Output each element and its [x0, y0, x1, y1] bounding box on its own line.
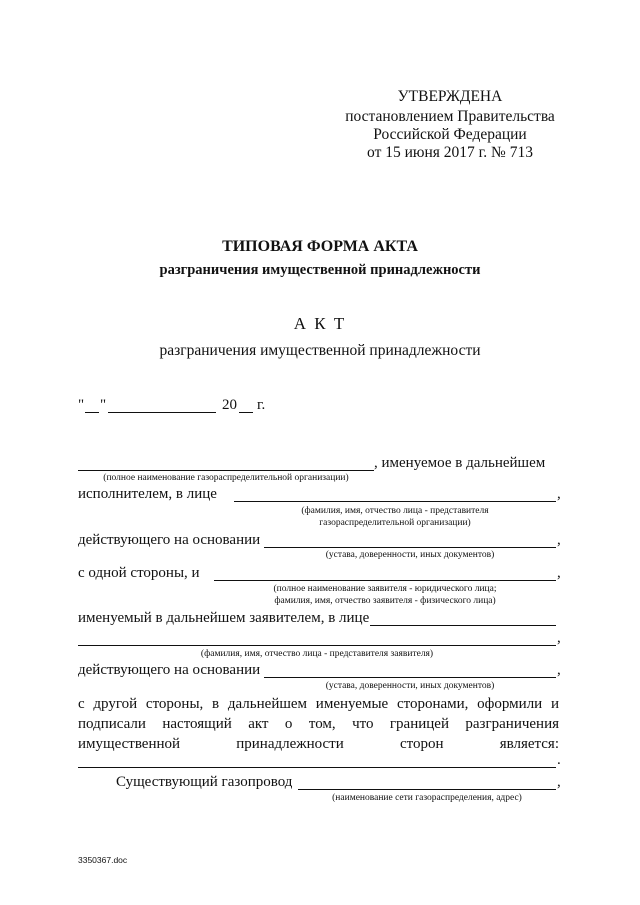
approval-line-4: от 15 июня 2017 г. № 713 — [367, 144, 533, 161]
basis-label-2: действующего на основании — [78, 662, 261, 678]
executor-caption-2: газораспределительной организации) — [319, 518, 471, 528]
org-suffix: , именуемое в дальнейшем — [374, 455, 546, 471]
date-day-field[interactable] — [85, 412, 99, 413]
boundary-period: . — [557, 752, 561, 768]
act-subtitle: разграничения имущественной принадлежности — [159, 342, 481, 359]
executor-comma: , — [557, 486, 561, 502]
boundary-field[interactable] — [78, 767, 556, 768]
basis-comma-2: , — [557, 662, 561, 678]
executor-label: исполнителем, в лице — [78, 486, 217, 502]
applicant-label: именуемый в дальнейшем заявителем, в лице — [78, 610, 370, 626]
paragraph-line-2: подписали настоящий акт о том, что границей разграничения — [78, 716, 559, 732]
paragraph-line-3: имущественной принадлежности сторон является: — [78, 736, 559, 752]
basis-field-2[interactable] — [264, 677, 556, 678]
date-year-prefix: 20 — [222, 397, 237, 413]
pipeline-field[interactable] — [298, 789, 556, 790]
executor-caption-1: (фамилия, имя, отчество лица - представителя — [301, 506, 489, 516]
applicant-name-field[interactable] — [214, 580, 556, 581]
paragraph-line-1: с другой стороны, в дальнейшем именуемые сторонами, оформили и — [78, 696, 559, 712]
approval-line-3: Российской Федерации — [373, 126, 527, 143]
applicant-rep-comma: , — [557, 630, 561, 646]
applicant-rep-field-a[interactable] — [370, 625, 556, 626]
basis-caption-1: (устава, доверенности, иных документов) — [325, 550, 495, 560]
date-year-suffix: г. — [257, 397, 266, 413]
basis-label-1: действующего на основании — [78, 532, 261, 548]
applicant-comma: , — [557, 565, 561, 581]
form-title: ТИПОВАЯ ФОРМА АКТА — [222, 238, 418, 255]
basis-field-1[interactable] — [264, 547, 556, 548]
org-caption: (полное наименование газораспределительной организации) — [103, 473, 349, 483]
pipeline-comma: , — [557, 774, 561, 790]
executor-rep-field[interactable] — [234, 501, 556, 502]
org-name-field[interactable] — [78, 470, 374, 471]
approval-heading: УТВЕРЖДЕНА — [397, 88, 503, 105]
approval-line-2: постановлением Правительства — [345, 108, 555, 125]
one-side-label: с одной стороны, и — [78, 565, 200, 581]
form-subtitle: разграничения имущественной принадлежности — [159, 262, 481, 278]
pipeline-caption: (наименование сети газораспределения, адрес) — [332, 793, 522, 803]
act-title: А К Т — [293, 314, 347, 333]
pipeline-label: Существующий газопровод — [116, 774, 293, 790]
date-year-field[interactable] — [239, 412, 253, 413]
date-quote-open: " — [78, 397, 85, 413]
applicant-rep-field-b[interactable] — [78, 645, 556, 646]
basis-caption-2: (устава, доверенности, иных документов) — [325, 681, 495, 691]
date-month-field[interactable] — [108, 412, 216, 413]
applicant-rep-caption: (фамилия, имя, отчество лица - представителя заявителя) — [200, 649, 434, 659]
applicant-caption-2: фамилия, имя, отчество заявителя - физического лица) — [274, 596, 496, 606]
date-quote-close: " — [100, 397, 107, 413]
applicant-caption-1: (полное наименование заявителя - юридического лица; — [273, 584, 497, 594]
footer-doc-name: 3350367.doc — [78, 855, 128, 865]
basis-comma-1: , — [557, 532, 561, 548]
